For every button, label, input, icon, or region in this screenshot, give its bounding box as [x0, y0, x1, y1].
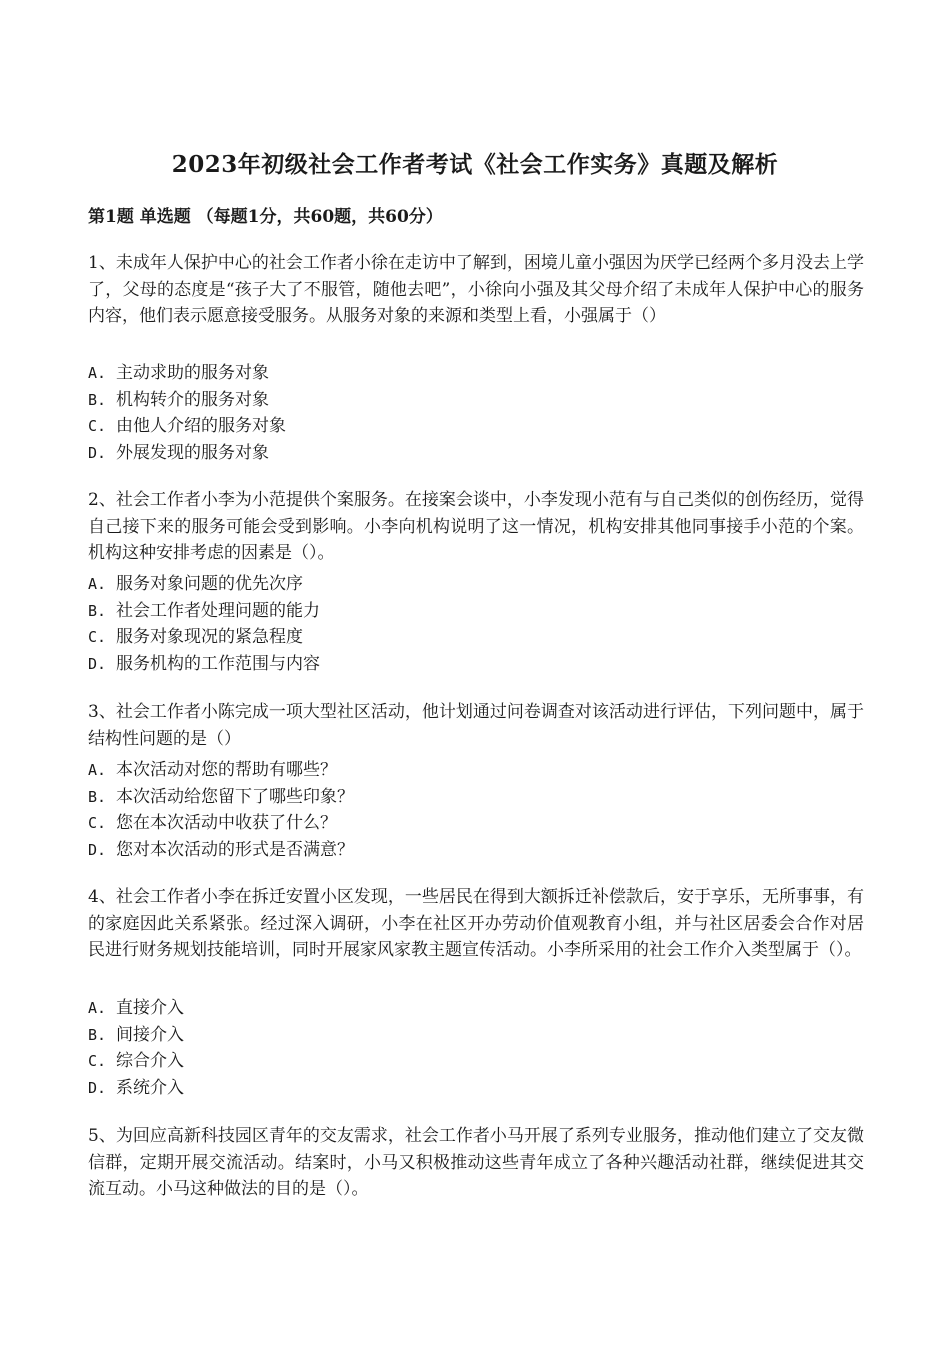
- option-d[interactable]: D. 外展发现的服务对象: [88, 442, 269, 463]
- question-1-options: [88, 360, 286, 466]
- option-b[interactable]: B. 本次活动给您留下了哪些印象？: [88, 786, 354, 807]
- option-c[interactable]: C. 您在本次活动中收获了什么？: [88, 813, 337, 834]
- question-4-options: [88, 995, 184, 1101]
- option-b[interactable]: B. 机构转介的服务对象: [88, 389, 269, 410]
- question-2-stem: 2、社会工作者小李为小范提供个案服务。在接案会谈中，小李发现小范有与自己类似的创伤经历，觉得自己接下来的服务可能会受到影响。小李向机构说明了这一情况，机构安排其他同事接手小范的个案。机构这种安排考虑的因素是（）。: [88, 490, 864, 563]
- option-d[interactable]: D. 系统介入: [88, 1077, 184, 1098]
- option-a[interactable]: A. 服务对象问题的优先次序: [88, 574, 303, 594]
- document-title: 2023年初级社会工作者考试《社会工作实务》真题及解析: [171, 151, 779, 178]
- option-a[interactable]: A. 直接介入: [88, 998, 184, 1018]
- option-c[interactable]: C. 综合介入: [88, 1051, 184, 1072]
- option-a[interactable]: A. 主动求助的服务对象: [88, 363, 269, 383]
- question-2-options: [88, 571, 320, 677]
- option-d[interactable]: D. 服务机构的工作范围与内容: [88, 653, 320, 674]
- question-1-stem: 1、未成年人保护中心的社会工作者小徐在走访中了解到，困境儿童小强因为厌学已经两个多月没去上学了，父母的态度是“孩子大了不服管，随他去吧”，小徐向小强及其父母介绍了未成年人保护中心的服务内容，他们表示愿意接受服务。从服务对象的来源和类型上看，小强属于（）: [88, 253, 864, 326]
- question-4-stem: 4、社会工作者小李在拆迁安置小区发现，一些居民在得到大额拆迁补偿款后，安于享乐，无所事事，有的家庭因此关系紧张。经过深入调研，小李在社区开办劳动价值观教育小组，并与社区居委会合作对居民进行财务规划技能培训，同时开展家风家教主题宣传活动。小李所采用的社会工作介入类型属于（）。: [88, 887, 864, 960]
- option-a[interactable]: A. 本次活动对您的帮助有哪些？: [88, 760, 337, 780]
- option-d[interactable]: D. 您对本次活动的形式是否满意？: [88, 839, 354, 860]
- option-c[interactable]: C. 由他人介绍的服务对象: [88, 416, 286, 437]
- question-5-stem: 5、为回应高新科技园区青年的交友需求，社会工作者小马开展了系列专业服务，推动他们建立了交友微信群，定期开展交流活动。结案时，小马又积极推动这些青年成立了各种兴趣活动社群，继续促进其交流互动。小马这种做法的目的是（）。: [88, 1126, 864, 1199]
- option-c[interactable]: C. 服务对象现况的紧急程度: [88, 627, 303, 648]
- option-b[interactable]: B. 间接介入: [88, 1024, 184, 1045]
- option-b[interactable]: B. 社会工作者处理问题的能力: [88, 600, 320, 621]
- question-3-stem: 3、社会工作者小陈完成一项大型社区活动，他计划通过问卷调查对该活动进行评估，下列问题中，属于结构性问题的是（）: [88, 702, 864, 749]
- section-header: 第1题 单选题 （每题1分，共60题，共60分）: [88, 207, 443, 227]
- question-3-options: [88, 757, 354, 863]
